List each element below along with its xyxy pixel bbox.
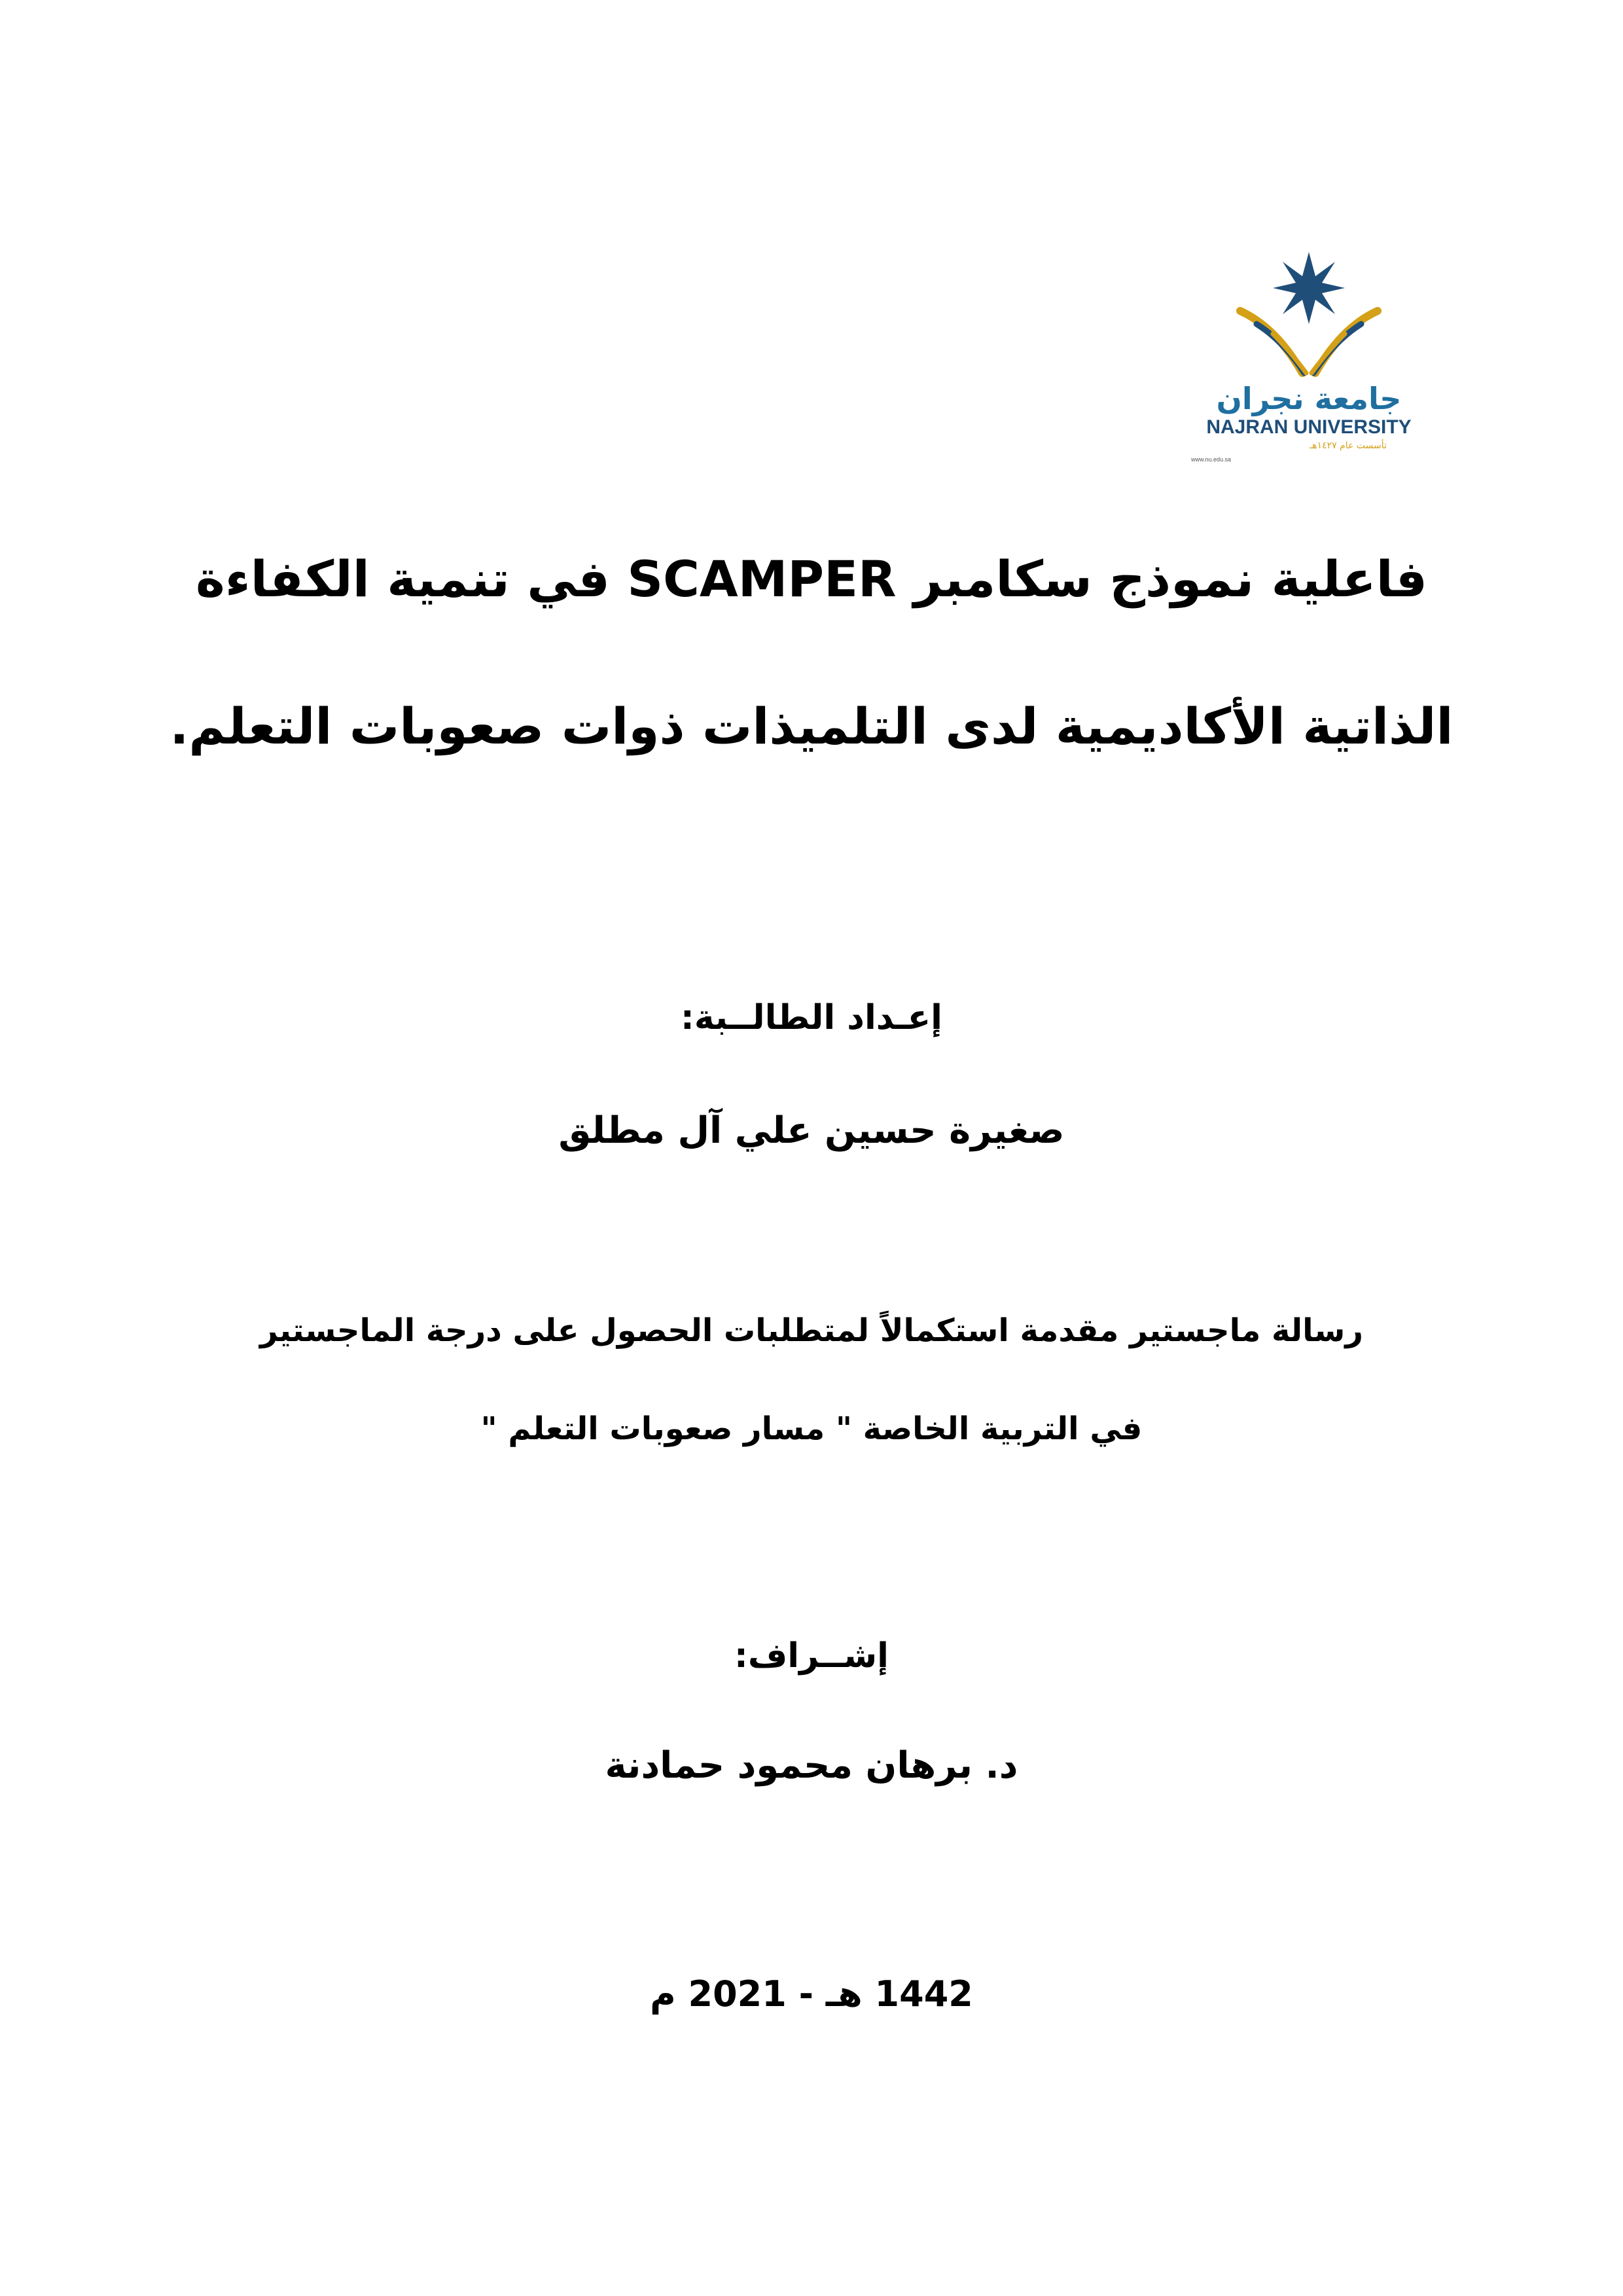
svg-text:جامعة نجران: جامعة نجران <box>1216 381 1402 416</box>
student-name: صغيرة حسين علي آل مطلق <box>558 1109 1065 1152</box>
najran-university-emblem <box>1178 249 1440 465</box>
thesis-description-line-2: في التربية الخاصة " مسار صعوبات التعلم " <box>480 1410 1143 1447</box>
svg-text:www.nu.edu.sa: www.nu.edu.sa <box>1191 456 1232 463</box>
thesis-title-line-1: فاعلية نموذج سكامبر SCAMPER في تنمية الكفاءة <box>196 550 1427 608</box>
supervision-label: إشــراف: <box>734 1636 889 1676</box>
thesis-title-line-2: الذاتية الأكاديمية لدى التلميذات ذوات صعوبات التعلم. <box>169 697 1454 755</box>
thesis-description-line-1: رسالة ماجستير مقدمة استكمالاً لمتطلبات الحصول على درجة الماجستير <box>259 1312 1364 1349</box>
university-logo <box>1178 249 1440 465</box>
svg-text:NAJRAN UNIVERSITY: NAJRAN UNIVERSITY <box>1206 416 1412 438</box>
prepared-by-label: إعـداد الطالــبة: <box>681 998 942 1037</box>
star-icon <box>1273 252 1345 324</box>
thesis-date: 1442 هـ - 2021 م <box>650 1973 973 2015</box>
svg-text:تأسست عام ١٤٢٧هـ: تأسست عام ١٤٢٧هـ <box>1310 440 1387 451</box>
supervisor-name: د. برهان محمود حمادنة <box>605 1744 1018 1787</box>
